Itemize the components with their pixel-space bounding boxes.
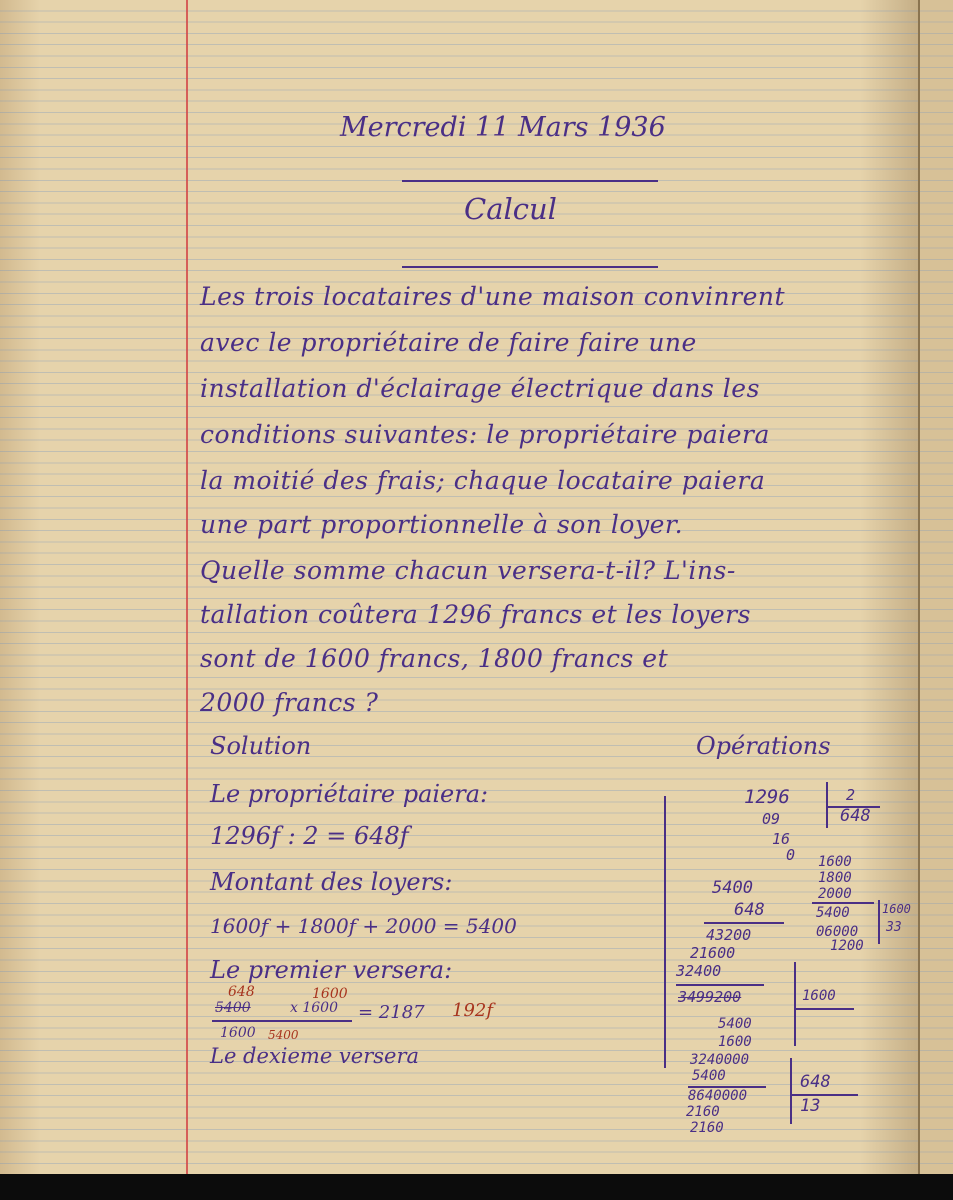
op-division2-row: 1200 <box>830 938 864 954</box>
op-division1-dividend: 1296 <box>744 786 790 808</box>
op-division2-bracket <box>878 900 880 944</box>
scan-border <box>0 1174 953 1200</box>
op-division1-bracket <box>826 782 828 828</box>
op-division1-quotient: 648 <box>840 806 871 826</box>
op-division1-divisor: 2 <box>846 786 856 804</box>
op-division4-quotient: 13 <box>800 1096 821 1116</box>
date-heading: Mercredi 11 Mars 1936 <box>340 112 666 143</box>
op-division2-quotient: 33 <box>886 920 902 935</box>
op-division1-row: 09 <box>762 810 781 828</box>
op-addition-total: 5400 <box>816 905 850 921</box>
solution-line: Le propriétaire paiera: <box>210 780 489 808</box>
op-division4-row: 2160 <box>690 1120 724 1136</box>
solution-line: 1600f + 1800f + 2000 = 5400 <box>210 914 517 938</box>
op-division4-divisor: 648 <box>800 1072 831 1092</box>
op-division4-row: 2160 <box>686 1104 720 1120</box>
solution-line: Le dexieme versera <box>210 1044 420 1068</box>
op-division3-divisor: 1600 <box>802 988 836 1004</box>
fraction-result-correction: 192f <box>452 1000 494 1021</box>
fraction-times: x 1600 <box>290 1000 338 1016</box>
op-addition-row: 1600 <box>818 854 852 870</box>
op-addition-bar <box>812 902 874 904</box>
next-page-edge <box>920 0 953 1174</box>
problem-line: installation d'éclairage électrique dans les <box>200 374 760 403</box>
problem-line: conditions suivantes: le propriétaire paiera <box>200 420 770 449</box>
op-mult-row: 32400 <box>676 962 722 980</box>
solution-heading: Solution <box>210 732 312 760</box>
operations-heading: Opérations <box>696 732 831 760</box>
fraction-numerator: 5400 <box>215 1000 251 1016</box>
op-division3-bracket <box>794 962 796 1046</box>
op-addition-row: 2000 <box>818 886 852 902</box>
op-division2-row: 06000 <box>816 924 859 940</box>
solution-line: Le premier versera: <box>210 956 453 984</box>
problem-line: tallation coûtera 1296 francs et les loyers <box>200 600 751 629</box>
solution-line: Montant des loyers: <box>210 868 453 896</box>
problem-line: une part proportionnelle à son loyer. <box>200 510 684 539</box>
fraction-bar <box>212 1020 352 1022</box>
op-division3-row: 3240000 <box>690 1052 750 1068</box>
title-rule-bottom <box>402 266 658 268</box>
op-mult-total: 3499200 <box>678 988 742 1006</box>
fraction-denominator-note: 5400 <box>268 1028 299 1042</box>
op-mult-row: 21600 <box>690 944 736 962</box>
op-division3-row: 5400 <box>718 1016 752 1032</box>
fraction-denominator: 1600 <box>220 1025 256 1041</box>
subject-title: Calcul <box>464 192 557 226</box>
op-division3-row: 1600 <box>718 1034 752 1050</box>
problem-line: la moitié des frais; chaque locataire paiera <box>200 466 766 495</box>
fraction-numerator-correction: 648 <box>228 984 255 1000</box>
op-division4-row: 5400 <box>692 1068 726 1084</box>
op-mult-total-bar <box>676 984 764 986</box>
op-division4-bracket <box>790 1058 792 1124</box>
problem-line: Quelle somme chacun versera-t-il? L'ins- <box>200 556 736 585</box>
operations-divider <box>664 796 666 1068</box>
op-division1-row: 0 <box>786 846 796 864</box>
op-mult-row: 43200 <box>706 926 752 944</box>
op-division1-row: 16 <box>772 830 791 848</box>
problem-line: Les trois locataires d'une maison convinrent <box>200 282 786 311</box>
op-mult-a: 5400 <box>712 878 753 898</box>
title-rule-top <box>402 180 658 182</box>
op-addition-row: 1800 <box>818 870 852 886</box>
solution-line: 1296f : 2 = 648f <box>210 822 409 850</box>
problem-line: avec le propriétaire de faire faire une <box>200 328 697 357</box>
red-margin-line <box>186 0 188 1174</box>
fraction-times-correction: 1600 <box>312 986 348 1002</box>
op-division3-bar <box>796 1008 854 1010</box>
problem-line: 2000 francs ? <box>200 688 379 717</box>
op-division2-divisor: 1600 <box>882 902 911 916</box>
problem-line: sont de 1600 francs, 1800 francs et <box>200 644 669 673</box>
op-mult-b: 648 <box>734 900 765 920</box>
fraction-result: = 2187 <box>358 1002 425 1023</box>
op-mult-bar <box>704 922 784 924</box>
op-division4-row: 8640000 <box>688 1088 748 1104</box>
